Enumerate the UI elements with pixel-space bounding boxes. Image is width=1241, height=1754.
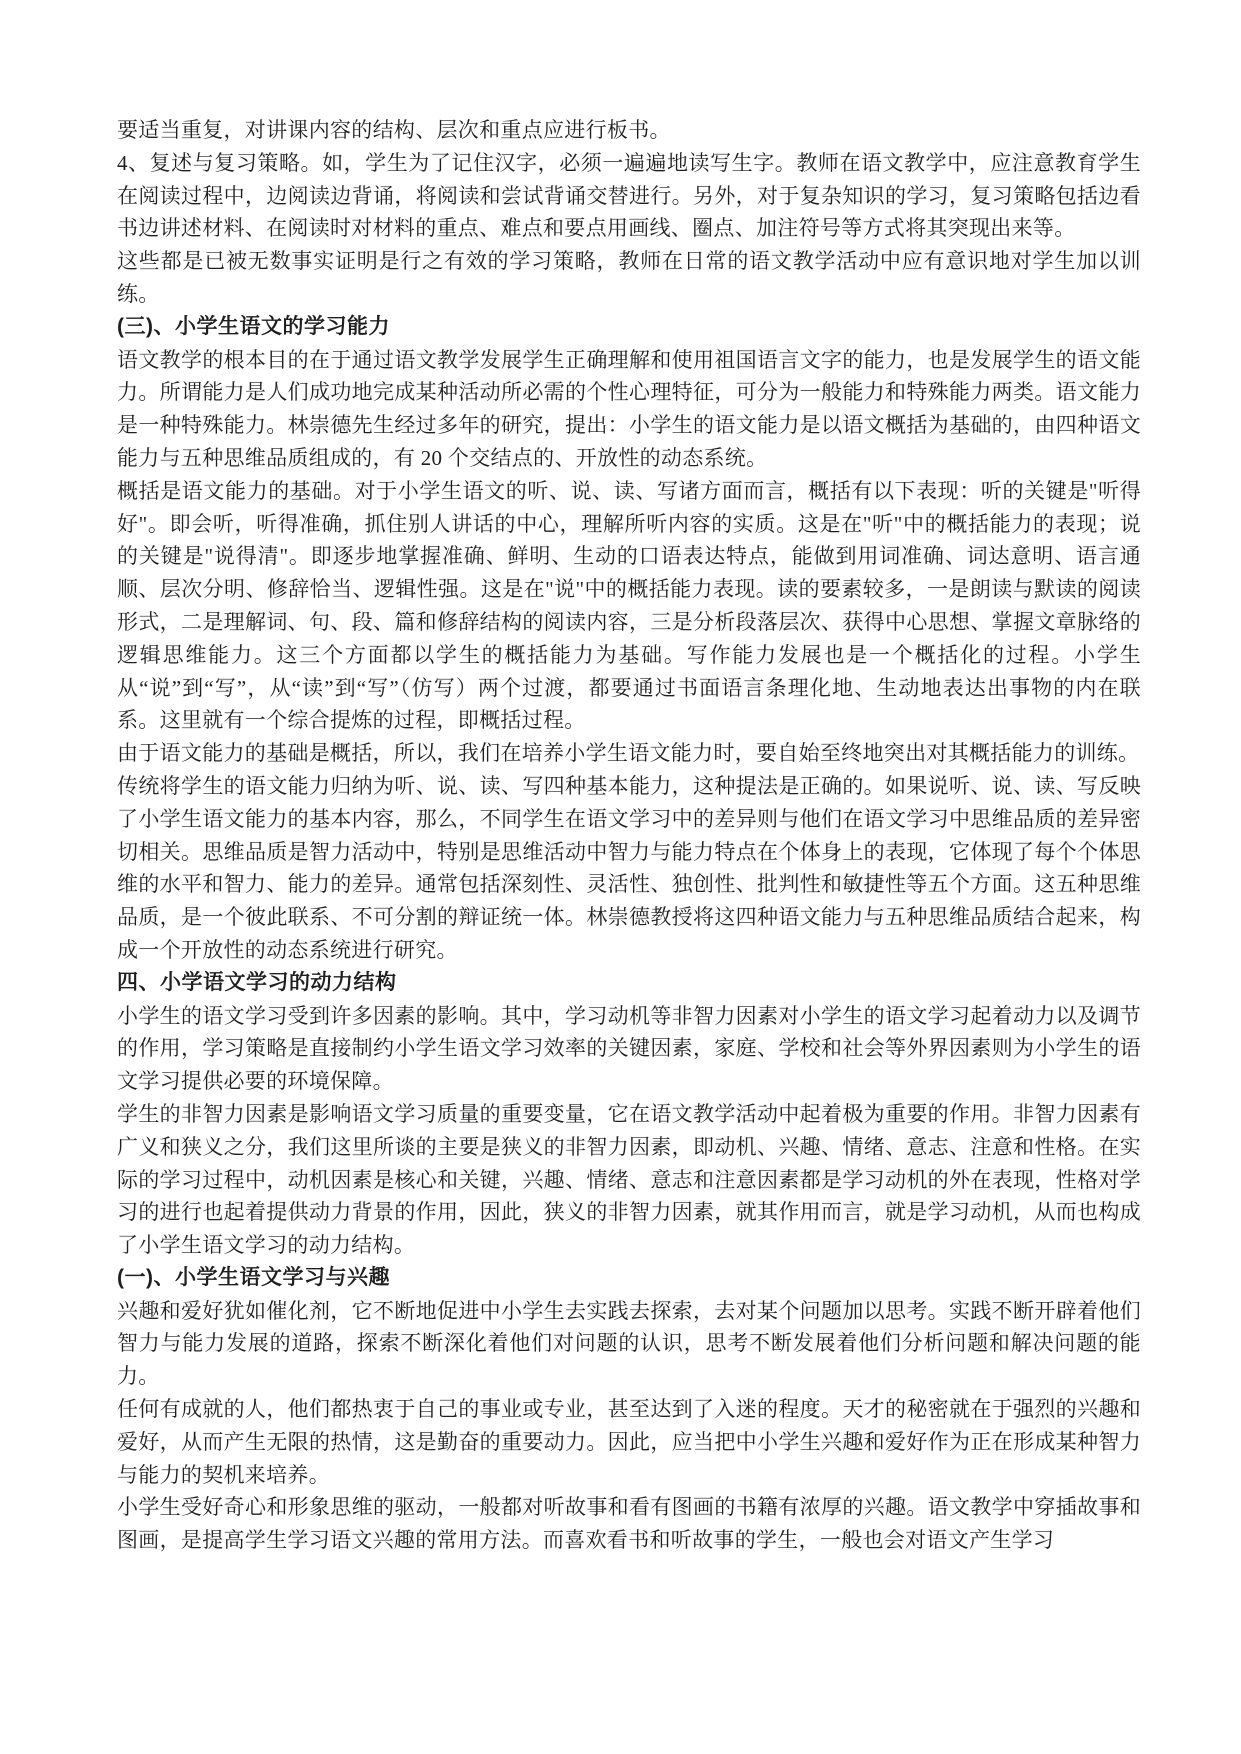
paragraph: 4、复述与复习策略。如，学生为了记住汉字，必须一遍遍地读写生字。教师在语文教学中，应注意教育学生在阅读过程中，边阅读边背诵，将阅读和尝试背诵交替进行。另外，对于复杂知识的学习，复习策略包括边看书边讲述材料、在阅读时对材料的重点、难点和要点用画线、圈点、加注符号等方式将其突现出来等。 — [117, 150, 1141, 241]
paragraph: 传统将学生的语文能力归纳为听、说、读、写四种基本能力，这种提法是正确的。如果说听、说、读、写反映了小学生语文能力的基本内容，那么，不同学生在语文学习中的差异则与他们在语文学习中思维品质的差异密切相关。思维品质是智力活动中，特别是思维活动中智力与能力特点在个体身上的表现，它体现了每个个体思维的水平和智力、能力的差异。通常包括深刻性、灵活性、独创性、批判性和敏捷性等五个方面。这五种思维品质，是一个彼此联系、不可分割的辩证统一体。林崇德教授将这四种语文能力与五种思维品质结合起来，构成一个开放性的动态系统进行研究。 — [117, 773, 1141, 962]
section-heading: 四、小学语文学习的动力结构 — [117, 970, 397, 994]
paragraph: 语文教学的根本目的在于通过语文教学发展学生正确理解和使用祖国语言文字的能力，也是发展学生的语文能力。所谓能力是人们成功地完成某种活动所必需的个性心理特征，可分为一般能力和特殊能力两类。语文能力是一种特殊能力。林崇德先生经过多年的研究，提出：小学生的语文能力是以语文概括为基础的，由四种语文能力与五种思维品质组成的，有 20 个交结点的、开放性的动态系统。 — [117, 347, 1141, 470]
paragraph: 学生的非智力因素是影响语文学习质量的重要变量，它在语文教学活动中起着极为重要的作用。非智力因素有广义和狭义之分，我们这里所谈的主要是狭义的非智力因素，即动机、兴趣、情绪、意志、注意和性格。在实际的学习过程中，动机因素是核心和关键，兴趣、情绪、意志和注意因素都是学习动机的外在表现，性格对学习的进行也起着提供动力背景的作用，因此，狭义的非智力因素，就其作用而言，就是学习动机，从而也构成了小学生语文学习的动力结构。 — [117, 1101, 1141, 1258]
paragraph: 由于语文能力的基础是概括，所以，我们在培养小学生语文能力时，要自始至终地突出对其概括能力的训练。 — [117, 741, 1140, 766]
paragraph: 要适当重复，对讲课内容的结构、层次和重点应进行板书。 — [117, 118, 671, 142]
section-heading: (三)、小学生语文的学习能力 — [117, 314, 390, 338]
paragraph: 小学生受好奇心和形象思维的驱动，一般都对听故事和看有图画的书籍有浓厚的兴趣。语文教学中穿插故事和图画，是提高学生学习语文兴趣的常用方法。而喜欢看书和听故事的学生，一般也会对语文产生学习 — [117, 1495, 1141, 1553]
paragraph: 概括是语文能力的基础。对于小学生语文的听、说、读、写诸方面而言，概括有以下表现：听的关键是"听得好"。即会听，听得准确，抓住别人讲话的中心，理解所听内容的实质。这是在"听"中的概括能力的表现；说的关键是"说得清"。即逐步地掌握准确、鲜明、生动的口语表达特点，能做到用词准确、词达意明、语言通顺、层次分明、修辞恰当、逻辑性强。这是在"说"中的概括能力表现。读的要素较多，一是朗读与默读的阅读形式，二是理解词、句、段、篇和修辞结构的阅读内容，三是分析段落层次、获得中心思想、掌握文章脉络的逻辑思维能力。这三个方面都以学生的概括能力为基础。写作能力发展也是一个概括化的过程。小学生从“说”到“写”，从“读”到“写”（仿写）两个过渡，都要通过书面语言条理化地、生动地表达出事物的内在联系。这里就有一个综合提炼的过程，即概括过程。 — [117, 478, 1141, 733]
section-heading: (一)、小学生语文学习与兴趣 — [117, 1265, 390, 1289]
paragraph: 小学生的语文学习受到许多因素的影响。其中，学习动机等非智力因素对小学生的语文学习起着动力以及调节的作用，学习策略是直接制约小学生语文学习效率的关键因素，家庭、学校和社会等外界因素则为小学生的语文学习提供必要的环境保障。 — [117, 1003, 1141, 1094]
document-body — [117, 114, 1141, 1557]
paragraph: 兴趣和爱好犹如催化剂，它不断地促进中小学生去实践去探索，去对某个问题加以思考。实践不断开辟着他们智力与能力发展的道路，探索不断深化着他们对问题的认识，思考不断发展着他们分析问题和解决问题的能力。 — [117, 1298, 1141, 1389]
paragraph: 任何有成就的人，他们都热衷于自己的事业或专业，甚至达到了入迷的程度。天才的秘密就在于强烈的兴趣和爱好，从而产生无限的热情，这是勤奋的重要动力。因此，应当把中小学生兴趣和爱好作为正在形成某种智力与能力的契机来培养。 — [117, 1397, 1141, 1487]
paragraph: 这些都是已被无数事实证明是行之有效的学习策略，教师在日常的语文教学活动中应有意识地对学生加以训练。 — [117, 249, 1141, 306]
